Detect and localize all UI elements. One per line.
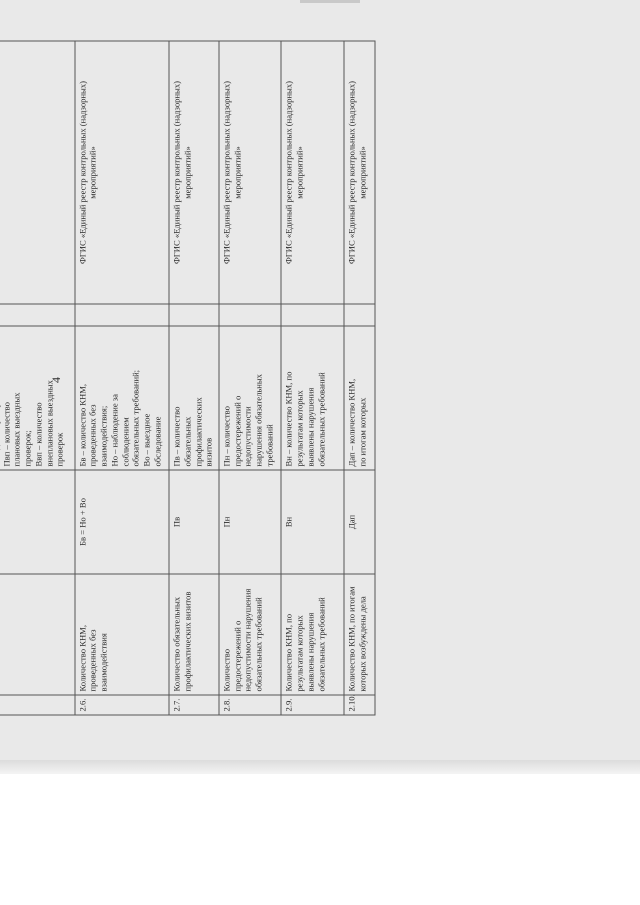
cell-text-line: выявлены нарушения bbox=[305, 612, 316, 692]
cell-gap bbox=[172, 308, 182, 323]
cell-text-line: нарушения обязательных bbox=[253, 374, 264, 467]
cell-text-line: обязательных требований bbox=[316, 597, 327, 692]
sheet-bottom-edge bbox=[0, 760, 640, 774]
scan-top-mark bbox=[300, 0, 360, 3]
cell-text-line: ФГИС «Единый реестр контрольных (надзорных) bbox=[77, 81, 88, 264]
cell-gap bbox=[346, 308, 356, 323]
cell-text-line: обязательных требований bbox=[253, 597, 264, 692]
cell-text-line: Пн – количество bbox=[221, 406, 232, 467]
cell-text-line: Пв – количество bbox=[171, 406, 182, 467]
cell-text-line: Бв – количество КНМ, bbox=[77, 384, 88, 467]
cell-text-line: соблюдением bbox=[120, 417, 131, 467]
cell-text-line: взаимодействия; bbox=[98, 405, 109, 467]
source-cell bbox=[0, 41, 75, 304]
cell-text-line: Дап – количество КНМ, bbox=[346, 378, 357, 467]
cell-text-line: 2.10. bbox=[346, 694, 357, 712]
source-cell bbox=[169, 41, 219, 304]
table-row bbox=[344, 41, 375, 715]
cell-text-line: которых возбуждены дела bbox=[357, 596, 367, 692]
cell-text-line: обязательных требований bbox=[316, 372, 327, 467]
indicator-table bbox=[0, 41, 376, 716]
cell-text-line: Но – наблюдение за bbox=[109, 394, 120, 467]
formula-cell bbox=[75, 470, 170, 574]
row-number-cell bbox=[281, 695, 343, 715]
description-cell bbox=[344, 326, 375, 470]
description-cell bbox=[169, 326, 219, 470]
cell-text-line: ФГИС «Единый реестр контрольных (надзорных) bbox=[171, 81, 182, 264]
description-cell bbox=[219, 326, 281, 470]
cell-text-line: внеплановых выездных bbox=[44, 380, 55, 467]
unit-cell bbox=[219, 304, 281, 326]
cell-text-line: требований bbox=[264, 424, 275, 467]
cell-text-line: мероприятий» bbox=[87, 146, 98, 199]
source-cell bbox=[344, 41, 375, 304]
cell-text-line: обязательных bbox=[182, 416, 193, 467]
table-row bbox=[281, 41, 343, 715]
cell-text-line: ФГИС «Единый реестр контрольных (надзорных) bbox=[346, 81, 357, 264]
cell-text-line: Количество КНМ, bbox=[77, 625, 88, 692]
cell-text-line: Количество bbox=[221, 648, 232, 692]
cell-text-line: недопустимости bbox=[242, 406, 253, 467]
cell-text-line: проведенных без bbox=[87, 404, 98, 467]
cell-text-line: предостережений о bbox=[232, 395, 243, 467]
unit-cell bbox=[344, 304, 375, 326]
indicator-name-cell bbox=[0, 574, 75, 695]
cell-text-line: предостережений о bbox=[232, 620, 243, 692]
row-number-cell bbox=[344, 695, 375, 715]
cell-text-line: Количество КНМ, по bbox=[283, 613, 294, 692]
indicator-name-cell bbox=[344, 574, 375, 695]
cell-text-line: Пн bbox=[221, 516, 232, 528]
formula-cell bbox=[219, 470, 281, 574]
cell-text-line: ФГИС «Единый реестр контрольных (надзорных) bbox=[283, 81, 294, 264]
table-row bbox=[169, 41, 219, 715]
cell-text-line: Количество обязательных bbox=[171, 596, 182, 692]
row-number-cell bbox=[219, 695, 281, 715]
cell-text-line: мероприятий» bbox=[182, 146, 193, 199]
cell-text-line: результатам которых bbox=[294, 390, 305, 467]
cell-text-line: профилактических визитов bbox=[182, 591, 193, 692]
cell-text-line: 2.6. bbox=[77, 698, 88, 712]
cell-text-line: 2.9. bbox=[283, 698, 294, 712]
source-cell bbox=[219, 41, 281, 304]
cell-gap bbox=[284, 308, 294, 323]
table-row bbox=[0, 41, 75, 715]
cell-gap bbox=[77, 308, 87, 323]
source-cell bbox=[75, 41, 170, 304]
table-body bbox=[0, 41, 375, 715]
table-row bbox=[75, 41, 170, 715]
formula-cell bbox=[169, 470, 219, 574]
cell-text-line: Во – выездное bbox=[141, 413, 152, 467]
cell-text-line: Вн bbox=[283, 516, 294, 528]
unit-cell bbox=[75, 304, 170, 326]
row-number-cell bbox=[0, 695, 75, 715]
indicator-name-cell bbox=[219, 574, 281, 695]
cell-text-line: взаимодействия bbox=[98, 633, 109, 692]
unit-cell bbox=[281, 304, 343, 326]
cell-text-line: ФГИС «Единый реестр контрольных (надзорных) bbox=[221, 81, 232, 264]
cell-text-line: Вн – количество КНМ, по bbox=[283, 371, 294, 467]
row-number-cell bbox=[75, 695, 170, 715]
description-cell bbox=[281, 326, 343, 470]
cell-text-line: Количество КНМ, по итогам bbox=[346, 586, 357, 692]
page-number: 4 bbox=[49, 377, 63, 383]
cell-gap bbox=[221, 308, 231, 323]
cell-text-line: Ввп – количество bbox=[33, 402, 44, 467]
cell-text-line: результатам которых bbox=[294, 615, 305, 692]
source-cell bbox=[281, 41, 343, 304]
cell-text-line: 2.8. bbox=[221, 698, 232, 712]
formula-cell bbox=[281, 470, 343, 574]
unit-cell bbox=[169, 304, 219, 326]
cell-text-line: обязательных требований; bbox=[130, 369, 141, 467]
cell-text-line: Пв bbox=[171, 516, 182, 528]
row-number-cell bbox=[169, 695, 219, 715]
cell-text-line: проведенных без bbox=[87, 629, 98, 692]
cell-text-line: недопустимости нарушения bbox=[242, 588, 253, 692]
indicator-name-cell bbox=[169, 574, 219, 695]
indicator-name-cell bbox=[75, 574, 170, 695]
cell-text-line: выявлены нарушения bbox=[305, 387, 316, 467]
cell-text-line: визитов bbox=[203, 437, 214, 467]
cell-text-line: мероприятий» bbox=[232, 146, 243, 199]
cell-text-line: Дап bbox=[346, 514, 357, 530]
indicator-name-cell bbox=[281, 574, 343, 695]
unit-cell bbox=[0, 304, 75, 326]
cell-text-line: по итогам которых bbox=[357, 397, 367, 467]
cell-text-line: мероприятий» bbox=[357, 146, 367, 199]
cell-text-line: проверок bbox=[54, 432, 65, 467]
cell-text-line: мероприятий» bbox=[294, 146, 305, 199]
table-row bbox=[219, 41, 281, 715]
formula-cell bbox=[344, 470, 375, 574]
cell-text-line: 2.7. bbox=[171, 698, 182, 712]
cell-text-line: проверок; bbox=[22, 430, 33, 467]
rotated-table-container bbox=[0, 41, 376, 716]
cell-text-line: плановых выездных bbox=[11, 392, 22, 467]
cell-text-line: обследование bbox=[152, 416, 163, 467]
cell-text-line: Пвп – количество bbox=[1, 402, 12, 467]
cell-text-line: Бв = Но + Во bbox=[77, 498, 88, 546]
cell-text-line: профилактических bbox=[193, 397, 204, 467]
formula-cell bbox=[0, 470, 75, 574]
description-cell bbox=[75, 326, 170, 470]
description-cell bbox=[0, 326, 75, 470]
